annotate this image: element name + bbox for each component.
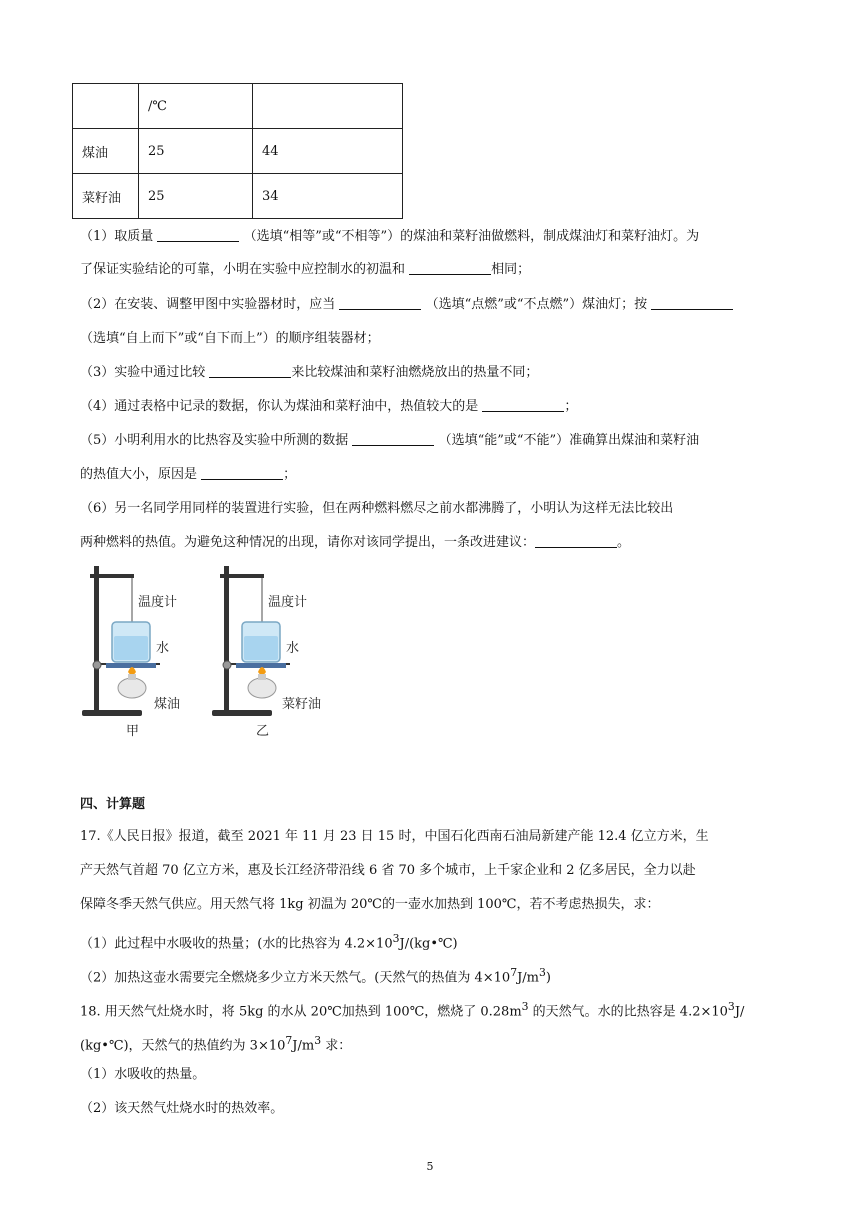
q16-line-4: （选填“自上而下”或“自下而上”）的顺序组装器材； bbox=[80, 331, 380, 346]
q16-line-2: 了保证实验结论的可靠，小明在实验中应控制水的初温和 相同； bbox=[80, 262, 531, 277]
table-cell: /℃ bbox=[139, 84, 253, 129]
table-cell bbox=[253, 84, 403, 129]
thermometer-label: 温度计 bbox=[138, 595, 178, 610]
q16-line-9: （6）另一名同学用同样的装置进行实验，但在两种燃料燃尽之前水都沸腾了，小明认为这样无法比较出 bbox=[80, 501, 674, 516]
q16-line-3: （2）在安装、调整甲图中实验器材时，应当 （选填“点燃”或“不点燃”）煤油灯；按 bbox=[80, 295, 800, 315]
table-cell: 44 bbox=[253, 129, 403, 174]
answer-blank[interactable] bbox=[201, 465, 283, 480]
answer-blank[interactable] bbox=[535, 533, 617, 548]
apparatus-figure bbox=[76, 560, 356, 740]
answer-blank[interactable] bbox=[339, 295, 421, 310]
q16-line-1: （1）取质量 （选填“相等”或“不相等”）的煤油和菜籽油做燃料，制成煤油灯和菜籽油灯。为 bbox=[80, 229, 700, 244]
table-row bbox=[73, 174, 403, 219]
answer-blank[interactable] bbox=[157, 227, 239, 242]
answer-blank[interactable] bbox=[651, 295, 733, 310]
page-number: 5 bbox=[426, 1160, 434, 1173]
answer-blank[interactable] bbox=[482, 397, 564, 412]
thermometer-label: 温度计 bbox=[268, 595, 308, 610]
q18-sub-2: （2）该天然气灶烧水时的热效率。 bbox=[80, 1101, 284, 1116]
answer-blank[interactable] bbox=[409, 260, 491, 275]
table-cell: 煤油 bbox=[73, 129, 139, 174]
table-row bbox=[73, 129, 403, 174]
fuel-label: 菜籽油 bbox=[282, 697, 322, 712]
q18-line-2: (kg•℃)，天然气的热值约为 $3\times 10^7J/m^3$ 求： bbox=[80, 1034, 352, 1054]
q17-sub-1: （1）此过程中水吸收的热量；(水的比热容为 $4.2\times 10^3J/(kg•℃)$ bbox=[80, 932, 458, 952]
q17-line-1: 17.《人民日报》报道，截至 2021 年 11 月 23 日 15 时，中国石化西南石油局新建产能 12.4 亿立方米，生 bbox=[80, 829, 709, 844]
water-label: 水 bbox=[156, 641, 170, 656]
section-title: 四、计算题 bbox=[80, 797, 146, 812]
fuel-label: 煤油 bbox=[154, 697, 181, 712]
table-cell: 菜籽油 bbox=[73, 174, 139, 219]
table-cell: 25 bbox=[139, 174, 253, 219]
q17-sub-2: （2）加热这壶水需要完全燃烧多少立方米天然气。(天然气的热值为 $4\times 10^7J/m^3$) bbox=[80, 966, 551, 986]
figure-caption: 甲 bbox=[126, 724, 140, 739]
apparatus-right bbox=[212, 566, 321, 739]
table-cell: 34 bbox=[253, 174, 403, 219]
apparatus-left bbox=[82, 566, 180, 739]
water-label: 水 bbox=[286, 641, 300, 656]
table-row bbox=[73, 84, 403, 129]
q16-line-10: 两种燃料的热值。为避免这种情况的出现，请你对该同学提出，一条改进建议： 。 bbox=[80, 535, 631, 550]
q17-line-2: 产天然气首超 70 亿立方米，惠及长江经济带沿线 6 省 70 多个城市，上千家企业和 2 亿多居民，全力以赴 bbox=[80, 863, 696, 878]
q16-line-8: 的热值大小，原因是 ； bbox=[80, 467, 297, 482]
q16-line-7: （5）小明利用水的比热容及实验中所测的数据 （选填“能”或“不能”）准确算出煤油和菜籽油 bbox=[80, 433, 700, 448]
table-cell: 25 bbox=[139, 129, 253, 174]
q18-sub-1: （1）水吸收的热量。 bbox=[80, 1067, 206, 1082]
q16-line-5: （3）实验中通过比较 来比较煤油和菜籽油燃烧放出的热量不同； bbox=[80, 365, 539, 380]
answer-blank[interactable] bbox=[209, 363, 291, 378]
q16-line-6: （4）通过表格中记录的数据，你认为煤油和菜籽油中，热值较大的是 ； bbox=[80, 399, 578, 414]
data-table bbox=[72, 83, 403, 219]
answer-blank[interactable] bbox=[352, 431, 434, 446]
q17-line-3: 保障冬季天然气供应。用天然气将 1kg 初温为 20℃的一壶水加热到 100℃，若不考虑热损失，求： bbox=[80, 897, 660, 912]
table-cell bbox=[73, 84, 139, 129]
q18-line-1: 18. 用天然气灶烧水时，将 5kg 的水从 20℃加热到 100℃，燃烧了 $0.28m^3$ 的天然气。水的比热容是 $4.2\times 10^3J/$ bbox=[80, 1000, 745, 1020]
figure-caption: 乙 bbox=[256, 724, 270, 739]
